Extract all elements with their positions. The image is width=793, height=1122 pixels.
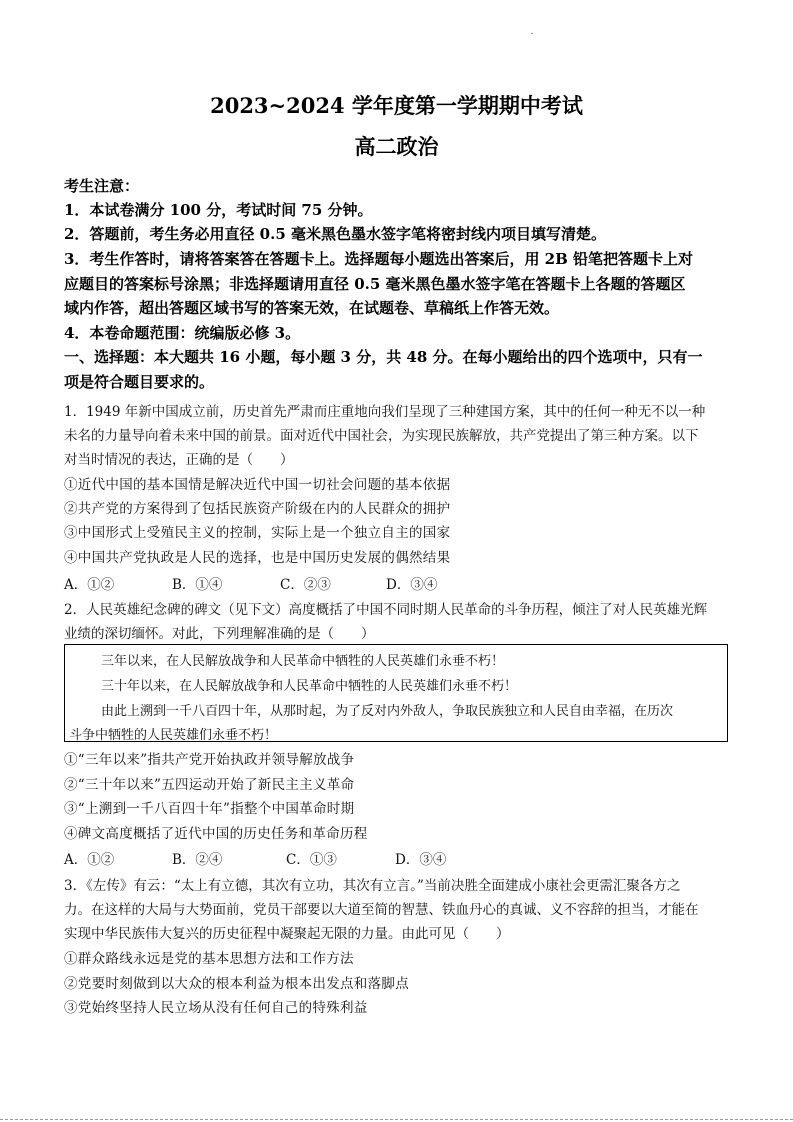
q2-stem: 2．人民英雄纪念碑的碑文（见下文）高度概括了中国不同时期人民革命的斗争历程，倾注了对人民英雄光辉 <box>64 602 708 618</box>
q3-statement: ①群众路线永远是党的基本思想方法和工作方法 <box>64 951 354 967</box>
q3-statement: ③党始终坚持人民立场从没有任何自己的特殊利益 <box>64 1000 368 1016</box>
option-c: C．②③ <box>280 577 331 593</box>
inscription-line: 三年以来，在人民解放战争和人民革命中牺牲的人民英雄们永垂不朽！ <box>101 654 505 669</box>
option-b: B．②④ <box>172 852 223 868</box>
section-heading: 项是符合题目要求的。 <box>64 373 215 391</box>
q2-statement: ③“上溯到一千八百四十年”指整个中国革命时期 <box>64 801 355 817</box>
inscription-line: 斗争中牺牲的人民英雄们永垂不朽！ <box>69 728 278 743</box>
q1-statement: ④中国共产党执政是人民的选择，也是中国历史发展的偶然结果 <box>64 550 451 566</box>
q3-stem: 力。在这样的大局与大势面前，党员干部要以大道至简的智慧、铁血丹心的真诚、义不容辞的担当，才能在 <box>64 902 699 918</box>
q1-statement: ①近代中国的基本国情是解决近代中国一切社会问题的基本依据 <box>64 477 451 493</box>
notice-item: 1．本试卷满分 100 分，考试时间 75 分钟。 <box>64 201 373 219</box>
notice-heading: 考生注意： <box>64 177 140 195</box>
notice-item: 3．考生作答时，请将答案答在答题卡上。选择题每小题选出答案后，用 2B 铅笔把答题卡上对 <box>64 250 694 268</box>
q1-stem: 未名的力量导向着未来中国的前景。面对近代中国社会，为实现民族解放，共产党提出了第三种方案。以下 <box>64 428 699 444</box>
inscription-line: 由此上溯到一千八百四十年，从那时起，为了反对内外敌人，争取民族独立和人民自由幸福，在历次 <box>101 704 674 719</box>
exam-title: 2023~2024 学年度第一学期期中考试 <box>210 93 583 118</box>
option-d: D．③④ <box>395 852 447 868</box>
page-bottom-rule <box>0 1119 793 1120</box>
notice-item: 域内作答，超出答题区域书写的答案无效，在试题卷、草稿纸上作答无效。 <box>64 299 560 317</box>
q1-statement: ②共产党的方案得到了包括民族资产阶级在内的人民群众的拥护 <box>64 501 451 517</box>
option-a: A．①② <box>64 577 115 593</box>
q3-statement: ②党要时刻做到以大众的根本利益为根本出发点和落脚点 <box>64 976 409 992</box>
q1-statement: ③中国形式上受殖民主义的控制，实际上是一个独立自主的国家 <box>64 525 451 541</box>
exam-subject: 高二政治 <box>354 134 439 159</box>
option-d: D．③④ <box>386 577 438 593</box>
q2-stem: 业绩的深切缅怀。对此，下列理解准确的是（ ） <box>64 626 375 642</box>
notice-item: 应题目的答案标号涂黑；非选择题请用直径 0.5 毫米黑色墨水签字笔在答题卡上各题的答题区 <box>64 275 686 293</box>
inscription-box <box>64 644 728 742</box>
q2-statement: ④碑文高度概括了近代中国的历史任务和革命历程 <box>64 826 368 842</box>
q2-statement: ②“三十年以来”五四运动开始了新民主主义革命 <box>64 777 355 793</box>
q3-stem: 3．《左传》有云：“太上有立德，其次有立功，其次有立言。”当前决胜全面建成小康社会更需汇聚各方之 <box>64 878 681 894</box>
scan-mark <box>531 33 533 34</box>
q1-stem: 对当时情况的表达，正确的是（ ） <box>64 452 294 468</box>
notice-item: 4．本卷命题范围：统编版必修 3。 <box>64 324 301 342</box>
q1-stem: 1．1949 年新中国成立前，历史首先严肃而庄重地向我们呈现了三种建国方案，其中的任何一种无不以一种 <box>64 404 706 420</box>
inscription-line: 三十年以来，在人民解放战争和人民革命中牺牲的人民英雄们永垂不朽！ <box>101 679 518 694</box>
q2-statement: ①“三年以来”指共产党开始执政并领导解放战争 <box>64 752 355 768</box>
option-b: B．①④ <box>172 577 223 593</box>
option-a: A．①② <box>64 852 115 868</box>
q3-stem: 实现中华民族伟大复兴的历史征程中凝聚起无限的力量。由此可见（ ） <box>64 926 510 942</box>
section-heading: 一、选择题：本大题共 16 小题，每小题 3 分，共 48 分。在每小题给出的四个选项中，只有一 <box>64 348 703 366</box>
option-c: C．①③ <box>286 852 337 868</box>
notice-item: 2．答题前，考生务必用直径 0.5 毫米黑色墨水签字笔将密封线内项目填写清楚。 <box>64 225 606 243</box>
